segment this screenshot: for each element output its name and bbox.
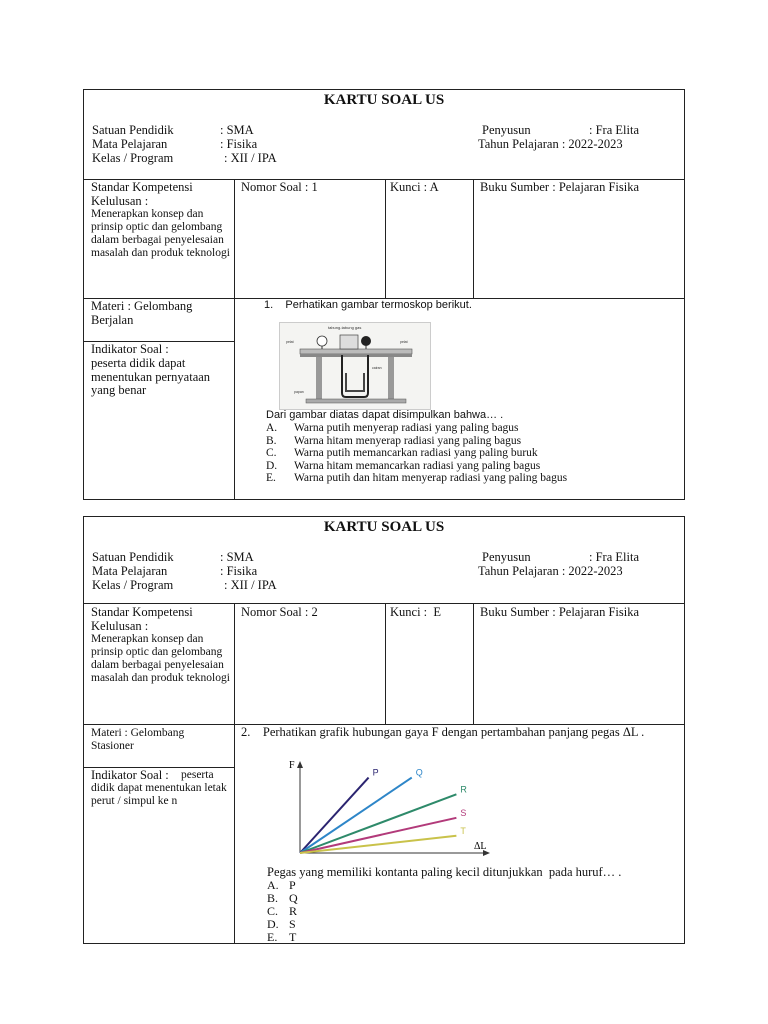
kelas-value: : XII / IPA <box>224 151 277 165</box>
tahun-pelajaran: Tahun Pelajaran : 2022-2023 <box>478 564 623 578</box>
kunci: Kunci : E <box>390 605 442 619</box>
series-label-s: S <box>460 807 467 818</box>
skl-title: Standar Kompetensi Kelulusan : <box>91 605 193 633</box>
skl-body: Menerapkan konsep dan prinsip optic dan gelombang dalam berbagai penyelesaian masalah dan produk teknologi <box>91 633 230 684</box>
question-text: 1. Perhatikan gambar termoskop berikut. <box>264 299 472 311</box>
question-card-2 <box>83 516 685 944</box>
option-c: C. Warna putih memancarkan radiasi yang paling buruk <box>266 447 538 459</box>
indikator-body: peserta didik dapat menentukan pernyataan yang benar <box>91 356 211 397</box>
thermo-label-2: pelat <box>400 340 408 344</box>
satuan-label: Satuan Pendidik <box>92 123 174 137</box>
series-line-p <box>300 778 369 853</box>
materi: Materi : Gelombang Stasioner <box>91 727 185 752</box>
kunci: Kunci : A <box>390 180 439 194</box>
option-c: C. R <box>267 904 298 918</box>
kelas-label: Kelas / Program <box>92 151 174 165</box>
skl-body: Menerapkan konsep dan prinsip optic dan gelombang dalam berbagai penyelesaian masalah dan produk teknologi <box>91 208 230 259</box>
series-label-t: T <box>460 825 466 836</box>
y-axis-label: F <box>289 760 295 771</box>
thermo-label-3: cairan <box>372 366 382 370</box>
option-a: A. P <box>267 878 296 892</box>
satuan-value: : SMA <box>220 123 254 137</box>
nomor-soal: Nomor Soal : 1 <box>241 180 318 194</box>
mapel-label: Mata Pelajaran <box>92 137 168 151</box>
mapel-label: Mata Pelajaran <box>92 564 168 578</box>
option-d: D. S <box>267 917 296 931</box>
penyusun-value: : Fra Elita <box>589 123 639 137</box>
kelas-value: : XII / IPA <box>224 578 277 592</box>
buku-sumber: Buku Sumber : Pelajaran Fisika <box>480 605 640 619</box>
question-prompt: Pegas yang memiliki kontanta paling kecil ditunjukkan pada huruf… . <box>267 865 622 879</box>
x-axis-label: ΔL <box>474 841 487 852</box>
buku-sumber: Buku Sumber : Pelajaran Fisika <box>480 180 640 194</box>
penyusun-label: Penyusun <box>482 550 531 564</box>
mapel-value: : Fisika <box>220 564 258 578</box>
y-axis-arrow <box>297 761 303 768</box>
nomor-soal: Nomor Soal : 2 <box>241 605 318 619</box>
penyusun-label: Penyusun <box>482 123 531 137</box>
thermo-label-1: pelat <box>286 340 294 344</box>
kelas-label: Kelas / Program <box>92 578 174 592</box>
mapel-value: : Fisika <box>220 137 258 151</box>
thermo-caption: tabung-tabung gas <box>328 325 362 330</box>
skl-title: Standar Kompetensi Kelulusan : <box>91 180 193 208</box>
indikator-title: Indikator Soal : <box>91 768 169 782</box>
option-e: E. T <box>267 930 297 944</box>
option-b: B. Q <box>267 891 298 905</box>
option-d: D. Warna hitam memancarkan radiasi yang paling bagus <box>266 460 541 472</box>
option-e: E. Warna putih dan hitam menyerap radiasi yang paling bagus <box>266 472 568 484</box>
option-b: B. Warna hitam menyerap radiasi yang paling bagus <box>266 435 522 447</box>
materi: Materi : Gelombang Berjalan <box>91 299 193 327</box>
series-label-p: P <box>372 767 379 778</box>
thermo-label-4: papan <box>294 390 304 394</box>
option-a: A. Warna putih menyerap radiasi yang paling bagus <box>266 422 519 434</box>
card-title: KARTU SOAL US <box>323 92 445 108</box>
indikator-title: Indikator Soal : <box>91 342 169 356</box>
series-label-q: Q <box>415 767 423 778</box>
tahun-pelajaran: Tahun Pelajaran : 2022-2023 <box>478 137 623 151</box>
question-card-1 <box>83 89 685 500</box>
question-text: 2. Perhatikan grafik hubungan gaya F dengan pertambahan panjang pegas ΔL . <box>241 725 645 739</box>
force-extension-chart <box>280 753 496 857</box>
satuan-value: : SMA <box>220 550 254 564</box>
thermoscope-figure <box>279 322 431 410</box>
penyusun-value: : Fra Elita <box>589 550 639 564</box>
indikator-body: peserta didik dapat menentukan letak perut / simpul ke n <box>91 769 227 807</box>
satuan-label: Satuan Pendidik <box>92 550 174 564</box>
card-title: KARTU SOAL US <box>323 519 445 535</box>
series-label-r: R <box>460 784 467 795</box>
question-prompt: Dari gambar diatas dapat disimpulkan bahwa… . <box>266 409 504 421</box>
